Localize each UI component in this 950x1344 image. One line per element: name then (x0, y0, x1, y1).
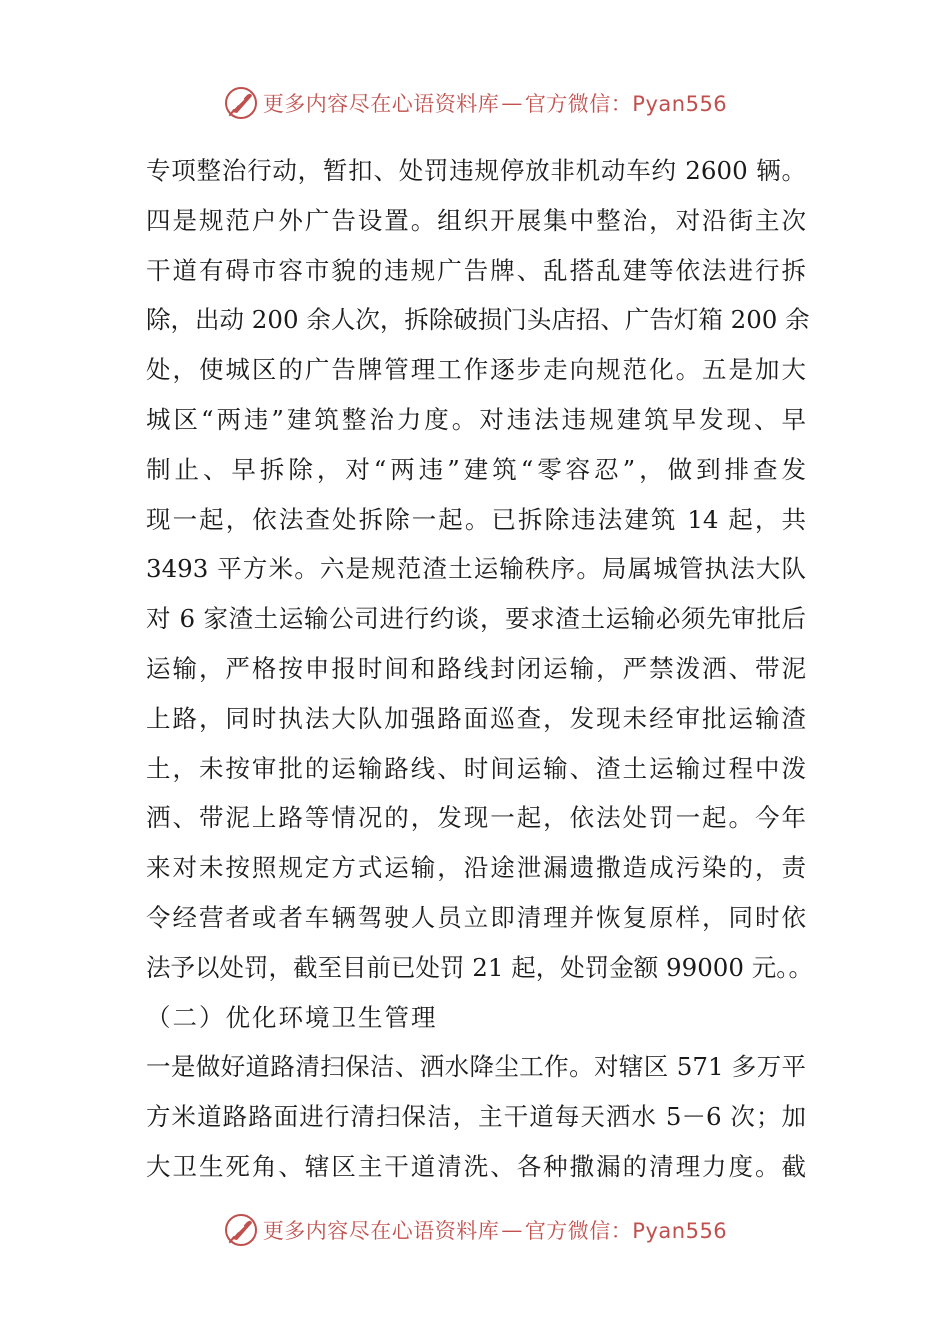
text-line: 上路，同时执法大队加强路面巡查，发现未经审批运输渣 (146, 703, 806, 733)
body-text (146, 146, 814, 1192)
text-line: 方米道路路面进行清扫保洁，主干道每天洒水 5－6 次；加 (146, 1102, 806, 1132)
watermark-dash: — (501, 91, 523, 115)
text-line: 对 6 家渣土运输公司进行约谈，要求渣土运输必须先审批后 (146, 604, 806, 634)
watermark-wechat: 官方微信：Pyan556 (524, 1219, 728, 1243)
text-line: 来对未按照规定方式运输，沿途泄漏遗撒造成污染的，责 (146, 853, 806, 883)
quill-pen-logo-icon (223, 85, 259, 121)
text-line: 3493 平方米。六是规范渣土运输秩序。局属城管执法大队 (146, 554, 806, 584)
text-line: 法予以处罚，截至目前已处罚 21 起，处罚金额 99000 元。。 (146, 952, 814, 982)
text-line: 专项整治行动，暂扣、处罚违规停放非机动车约 2600 辆。 (146, 156, 806, 185)
text-line: 干道有碍市容市貌的违规广告牌、乱搭乱建等依法进行拆 (146, 255, 806, 285)
text-line: 处，使城区的广告牌管理工作逐步走向规范化。五是加大 (146, 355, 806, 385)
text-line: 现一起，依法查处拆除一起。已拆除违法建筑 14 起，共 (146, 504, 806, 534)
quill-pen-logo-icon (223, 1212, 259, 1248)
text-line: 洒、带泥上路等情况的，发现一起，依法处罚一起。今年 (146, 803, 806, 833)
watermark-brand: 更多内容尽在心语资料库 (262, 92, 500, 116)
text-line: 大卫生死角、辖区主干道清洗、各种撒漏的清理力度。截 (146, 1151, 806, 1181)
text-line: 土，未按审批的运输路线、时间运输、渣土运输过程中泼 (146, 753, 806, 783)
watermark-dash: — (501, 1218, 523, 1242)
section-heading: （二）优化环境卫生管理 (146, 1002, 438, 1032)
footer-watermark (0, 1210, 950, 1250)
text-line: 一是做好道路清扫保洁、洒水降尘工作。对辖区 571 多万平 (146, 1052, 806, 1082)
text-line: 运输，严格按申报时间和路线封闭运输，严禁泼洒、带泥 (146, 653, 806, 683)
text-line: 制止、早拆除，对“两违”建筑“零容忍”，做到排查发 (146, 454, 806, 484)
header-watermark (0, 83, 950, 123)
text-line: 四是规范户外广告设置。组织开展集中整治，对沿街主次 (146, 205, 806, 235)
text-line: 城区“两违”建筑整治力度。对违法违规建筑早发现、早 (146, 404, 806, 434)
watermark-wechat: 官方微信：Pyan556 (524, 92, 728, 116)
watermark-brand: 更多内容尽在心语资料库 (262, 1219, 500, 1243)
text-line: 令经营者或者车辆驾驶人员立即清理并恢复原样，同时依 (146, 902, 806, 932)
text-line: 除，出动 200 余人次，拆除破损门头店招、广告灯箱 200 余 (146, 305, 810, 335)
